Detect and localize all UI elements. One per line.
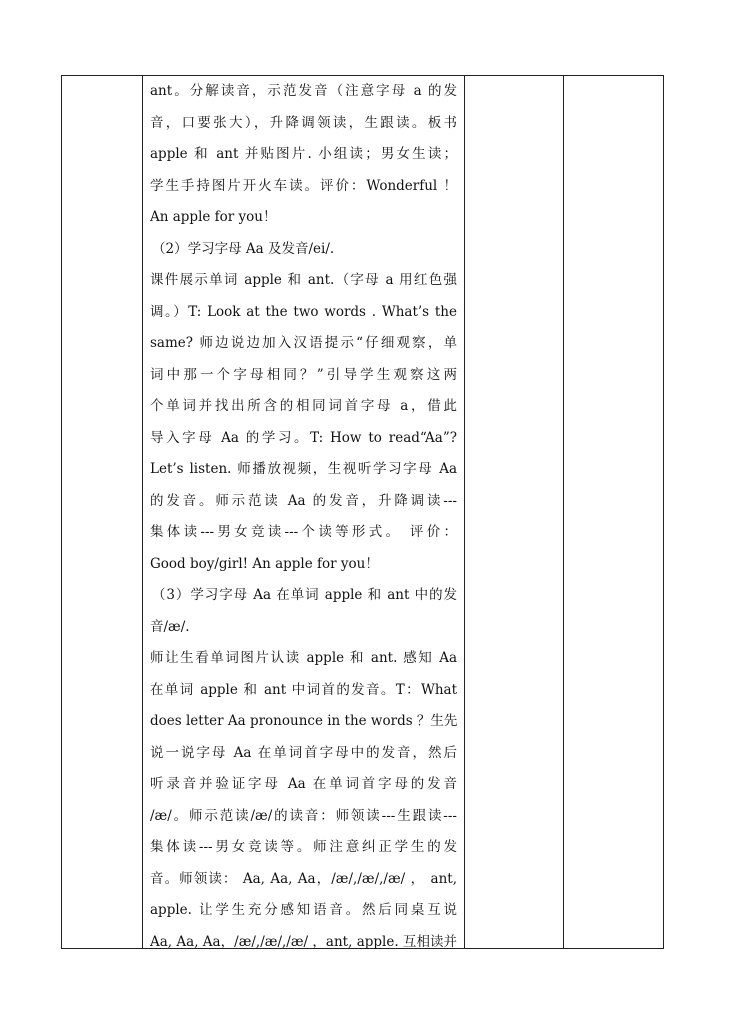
text-line: ant。分解读音，示范发音（注意字母 a 的发 (150, 83, 457, 99)
text-line: 音，口要张大），升降调领读，生跟读。板书 (150, 114, 457, 131)
section-heading: （3）学习字母 Aa 在单词 apple 和 ant 中的发 (152, 587, 457, 603)
text-line: Aa, Aa, Aa，/æ/,/æ/,/æ/ ，ant, apple. 互相读并 (150, 933, 457, 950)
column-divider-2 (464, 76, 465, 948)
text-line: 学生手持图片开火车读。评价：Wonderful ！ (150, 177, 457, 194)
text-line: 音/æ/. (150, 618, 190, 635)
text-line: 听录音并验证字母 Aa 在单词首字母的发音 (150, 776, 457, 792)
text-line: 集体读---男女竞读等。师注意纠正学生的发 (150, 839, 457, 855)
text-line: same? 师边说边加入汉语提示“仔细观察，单 (150, 335, 457, 351)
text-line: /æ/。师示范读/æ/的读音：师领读---生跟读--- (150, 807, 457, 824)
text-line: 在单词 apple 和 ant 中词首的发音。T：What (150, 681, 457, 698)
column-divider-3 (563, 76, 564, 948)
text-line: apple 和 ant 并贴图片. 小组读；男女生读； (150, 146, 457, 162)
text-line: 师让生看单词图片认读 apple 和 ant. 感知 Aa (150, 650, 457, 666)
text-line: does letter Aa pronounce in the words ？生先 (150, 713, 457, 729)
text-line: 课件展示单词 apple 和 ant.（字母 a 用红色强 (150, 272, 457, 288)
lesson-plan-table (61, 75, 664, 949)
section-heading: （2）学习字母 Aa 及发音/ei/. (152, 240, 335, 257)
text-line: Let’s listen. 师播放视频，生视听学习字母 Aa (150, 461, 457, 477)
text-line: 词中那一个字母相同？”引导学生观察这两 (150, 366, 457, 383)
text-line: 导入字母 Aa 的学习。T: How to read“Aa”? (150, 429, 457, 446)
text-line: An apple for you！ (150, 209, 277, 225)
text-line: 音。师领读： Aa, Aa, Aa，/æ/,/æ/,/æ/ ， ant, (150, 870, 457, 887)
text-line: Good boy/girl! An apple for you！ (150, 555, 379, 572)
text-line: 集体读---男女竞读---个读等形式。 评价： (150, 524, 457, 540)
column-divider-1 (142, 76, 143, 948)
text-line: 调。）T: Look at the two words . What’s the (150, 303, 457, 320)
text-line: 个单词并找出所含的相同词首字母 a，借此 (150, 398, 457, 414)
text-line: apple. 让学生充分感知语音。然后同桌互说 (150, 902, 457, 918)
text-line: 说一说字母 Aa 在单词首字母中的发音，然后 (150, 744, 457, 761)
text-line: 的发音。师示范读 Aa 的发音，升降调读--- (150, 492, 457, 509)
teaching-process-cell (150, 76, 457, 958)
